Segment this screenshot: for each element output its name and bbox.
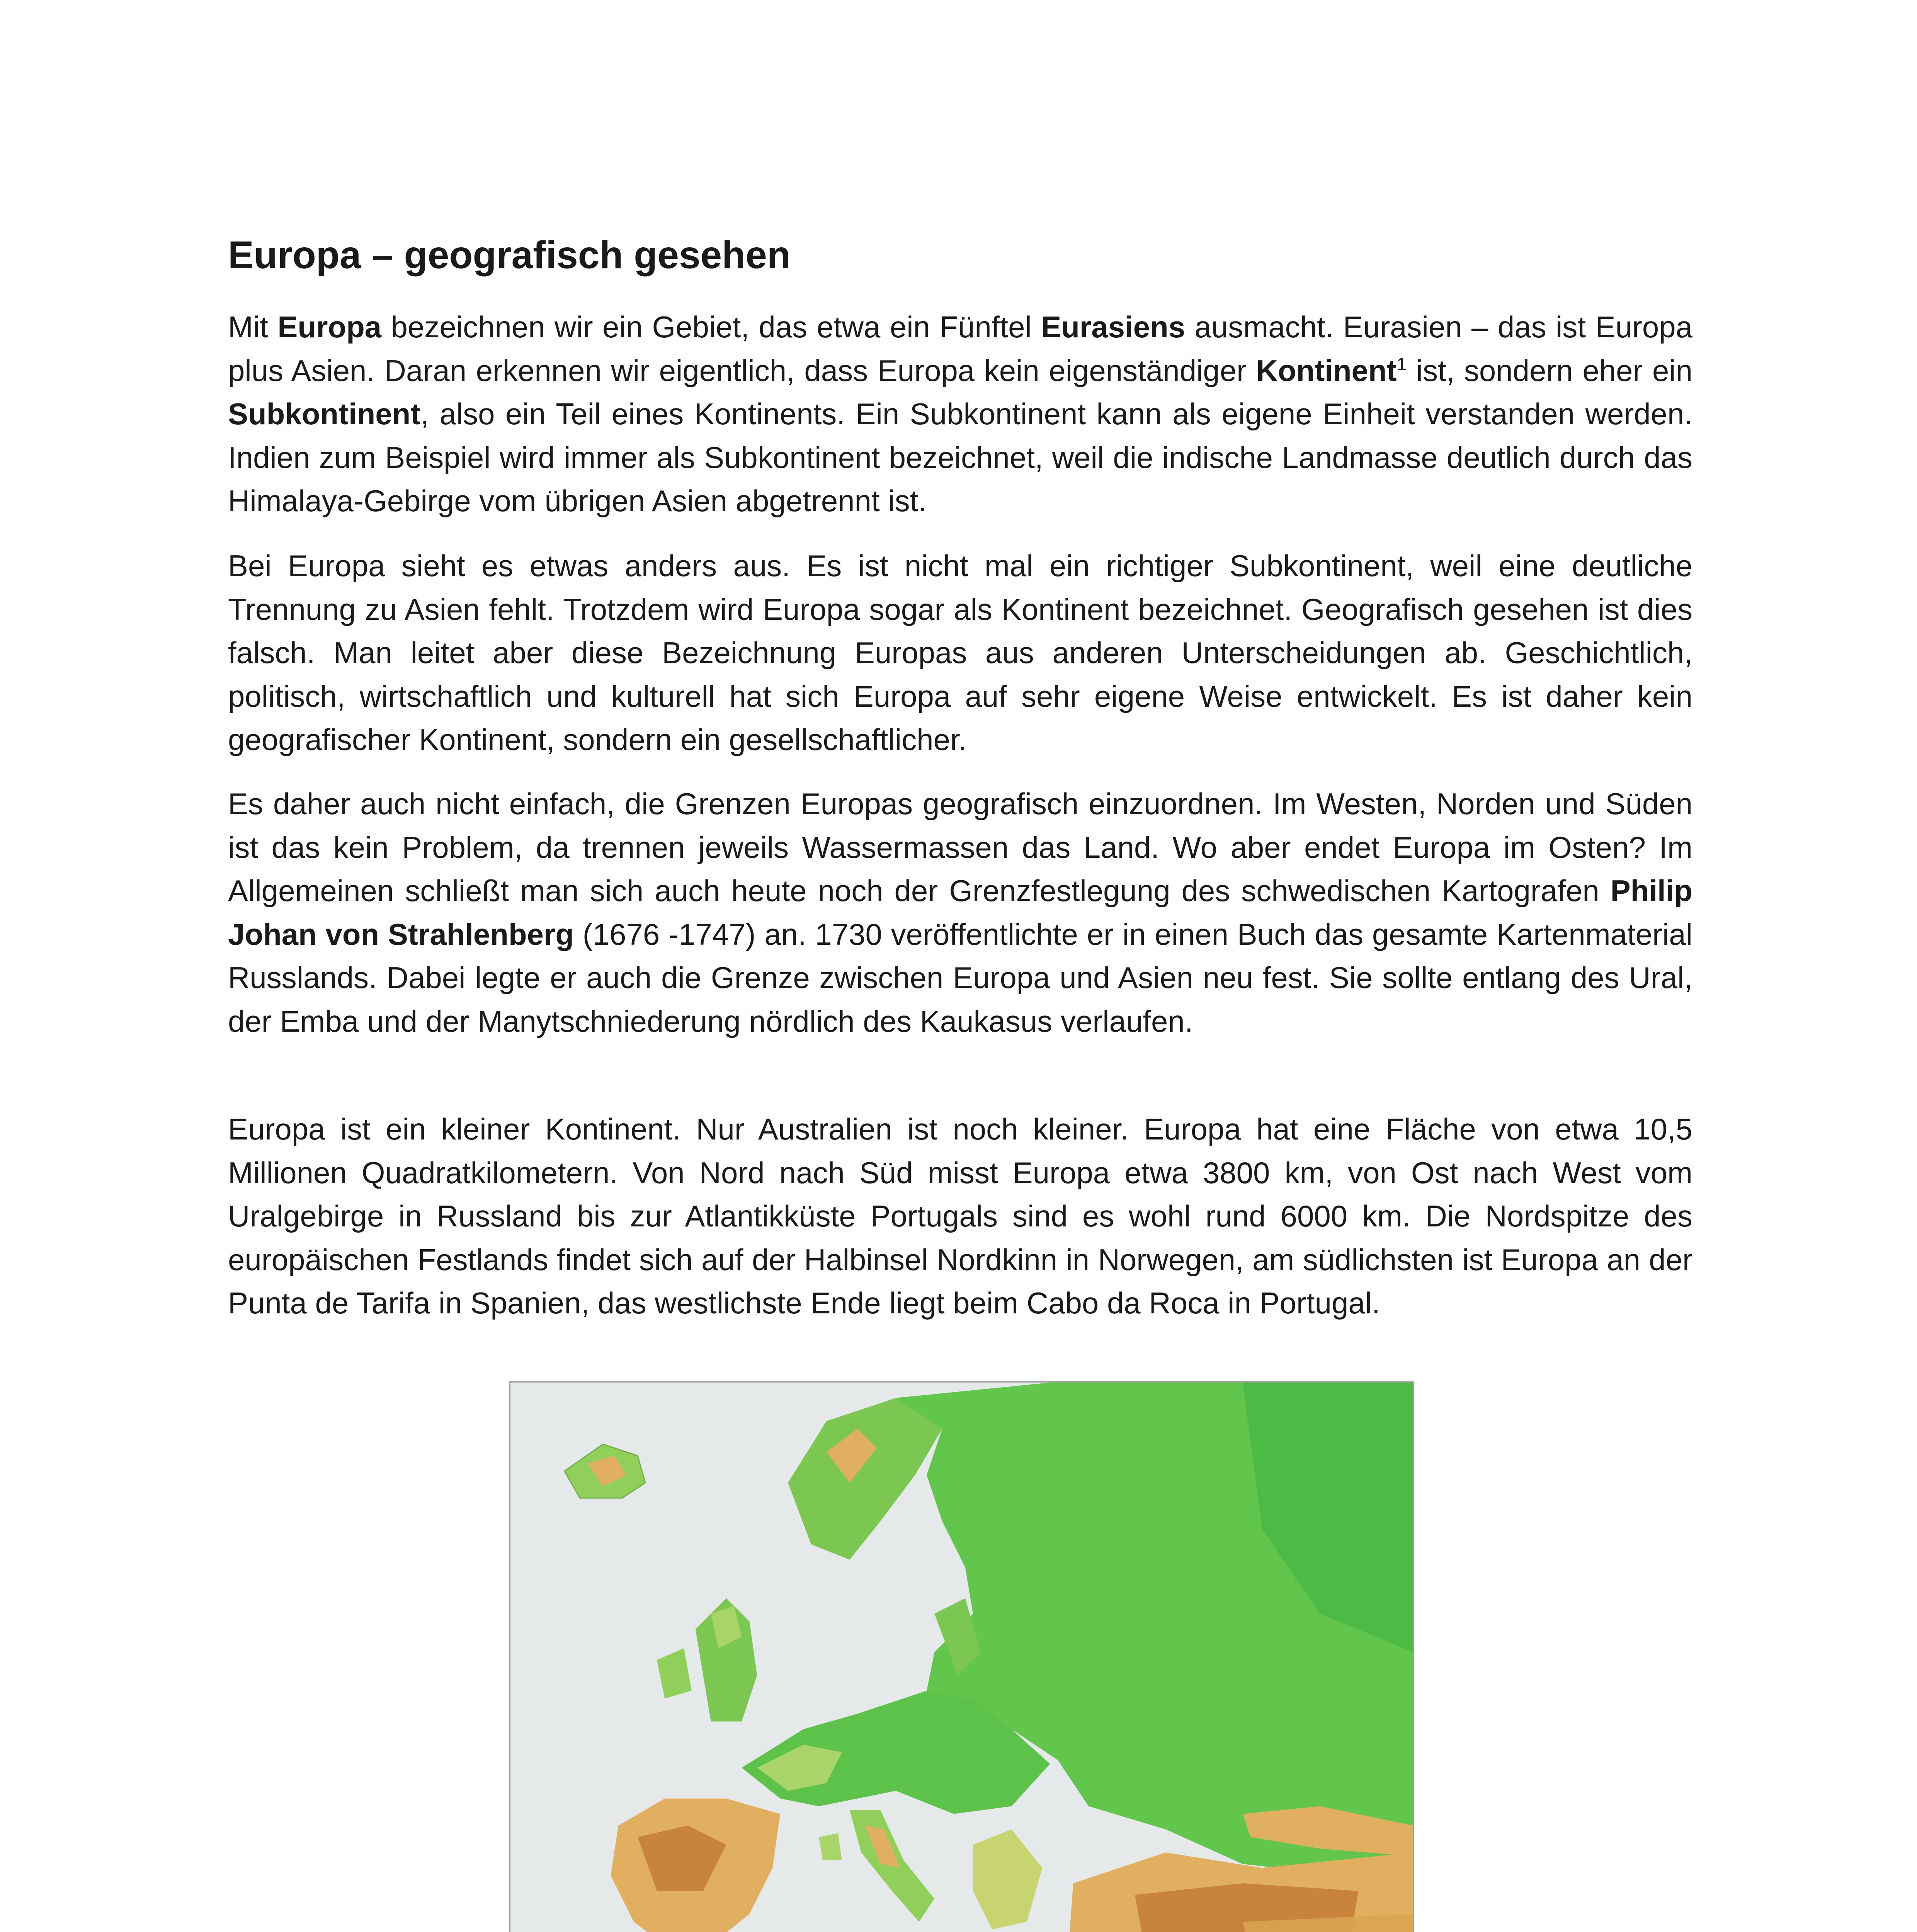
paragraph-2: Bei Europa sieht es etwas anders aus. Es ist nicht mal ein richtiger Subkontinent, weil eine deutliche Trennung zu Asien fehlt. Trotzdem wird Europa sogar als Kontinent bezeichnet. Geografisch gesehen ist dies falsch. Man leitet aber diese Bezeichnung Europas aus anderen Unterscheidungen ab. Geschichtlich, politisch, wirtschaftlich und kulturell hat sich Europa auf sehr eigene Weise entwickelt. Es ist daher kein geografischer Kontinent, sondern ein gesellschaftlicher. — [228, 549, 1692, 757]
text-run: , also ein Teil eines Kontinents. Ein Subkontinent kann als eigene Einheit verstanden werden. Indien zum Beispiel wird immer als Subkontinent bezeichnet, weil die indische Landmasse deutlich durch das Himalaya-Gebirge vom übrigen Asien abgetrennt ist. — [228, 397, 1692, 518]
relief-map-europe — [509, 1381, 1414, 1932]
text-run: Mit — [228, 310, 278, 344]
bold-term-eurasiens: Eurasiens — [1041, 310, 1186, 344]
text-run: ausmacht. Eurasien – das ist Europa plus Asien. Daran erkennen wir eigentlich, dass Europa kein eigenständiger — [228, 310, 1692, 388]
paragraph-4: Europa ist ein kleiner Kontinent. Nur Australien ist noch kleiner. Europa hat eine Fläche von etwa 10,5 Millionen Quadratkilometern. Von Nord nach Süd misst Europa etwa 3800 km, von Ost nach West vom Uralgebirge in Russland bis zur Atlantikküste Portugals sind es wohl rund 6000 km. Die Nordspitze des europäischen Festlands findet sich auf der Halbinsel Nordkinn in Norwegen, am südlichsten ist Europa an der Punta de Tarifa in Spanien, das westlichste Ende liegt beim Cabo da Roca in Portugal. — [228, 1112, 1692, 1320]
page-title: Europa – geografisch gesehen — [228, 233, 791, 277]
bold-term-kontinent: Kontinent — [1256, 353, 1397, 388]
bold-term-europa: Europa — [277, 310, 382, 344]
paragraph-1 — [228, 305, 1692, 523]
text-run: Es daher auch nicht einfach, die Grenzen Europas geografisch einzuordnen. Im Westen, Norden und Süden ist das kein Problem, da trennen jeweils Wassermassen das Land. Wo aber endet Europa im Osten? Im Allgemeinen schließt man sich auch heute noch der Grenzfestlegung des schwedischen Kartografen — [228, 787, 1692, 908]
bold-name-strahlenberg: Philip Johan von Strahlenberg — [228, 874, 1692, 951]
bold-term-subkontinent: Subkontinent — [228, 397, 421, 431]
text-run: ist, sondern eher ein — [1407, 353, 1692, 388]
relief-map-europe-icon — [510, 1383, 1413, 1932]
text-run: bezeichnen wir ein Gebiet, das etwa ein Fünftel — [381, 310, 1041, 344]
footnote-reference[interactable]: 1 — [1397, 354, 1407, 374]
text-run: (1676 -1747) an. 1730 veröffentlichte er in einen Buch das gesamte Kartenmaterial Russlands. Dabei legte er auch die Grenze zwischen Europa und Asien neu fest. Sie sollte entlang des Ural, der Emba und der Manytschniederung nördlich des Kaukasus verlaufen. — [228, 917, 1692, 1038]
paragraph-3 — [228, 782, 1692, 1043]
